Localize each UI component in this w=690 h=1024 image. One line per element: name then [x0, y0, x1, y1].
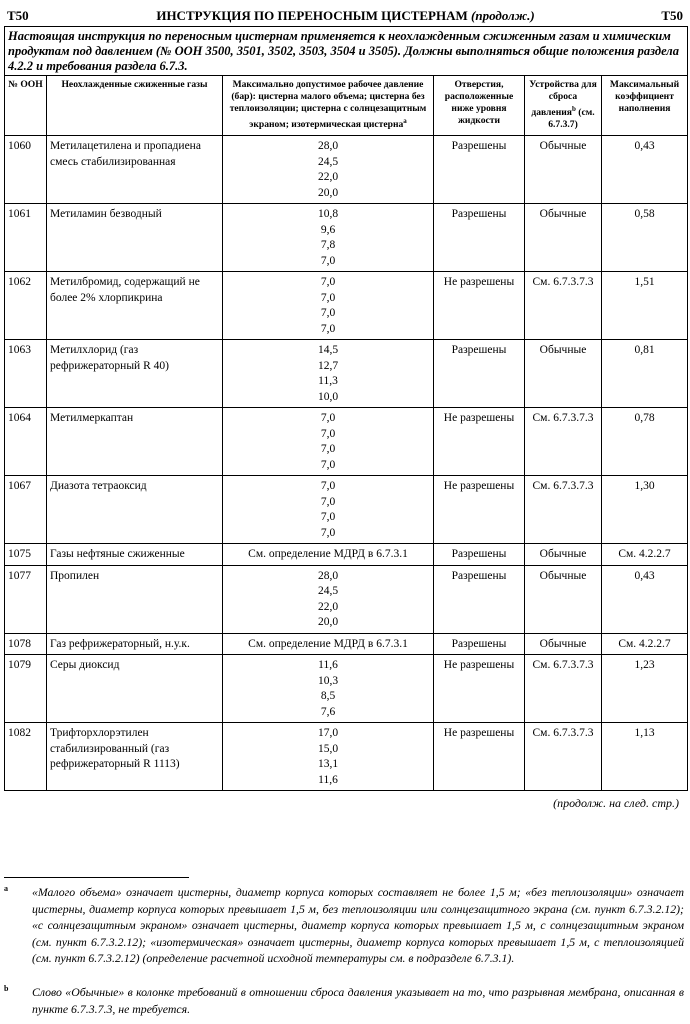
max-pressure-value: 8,5 — [320, 690, 336, 703]
bottom-openings: Разрешены — [434, 340, 525, 408]
bottom-openings: Не разрешены — [434, 272, 525, 340]
footnote-ref-a: a — [403, 117, 407, 125]
table-row — [5, 272, 688, 340]
bottom-openings: Не разрешены — [434, 476, 525, 544]
page — [4, 4, 687, 811]
max-pressure-value: 7,0 — [320, 480, 336, 493]
max-pressure-cell — [223, 272, 434, 340]
instruction-code-left: T50 — [7, 8, 29, 23]
max-pressure-value: 11,6 — [318, 659, 338, 672]
col-header-fill: Максимальный коэффициент наполнения — [602, 76, 688, 136]
max-pressure-value: 11,3 — [318, 375, 338, 388]
filling-ratio: 0,81 — [602, 340, 688, 408]
table-row — [5, 633, 688, 655]
footnote-a — [4, 884, 684, 967]
page-header — [4, 4, 687, 26]
max-pressure-value: См. определение МДРД в 6.7.3.1 — [248, 548, 408, 561]
footnote-ref-b: b — [571, 105, 576, 113]
max-pressure-cell — [223, 723, 434, 791]
col-header-relief-ref: (см. 6.7.3.7) — [548, 107, 595, 131]
un-number: 1082 — [5, 723, 47, 791]
max-pressure-value: 7,0 — [320, 526, 336, 539]
bottom-openings: Разрешены — [434, 544, 525, 566]
bottom-openings: Не разрешены — [434, 408, 525, 476]
max-pressure-value: 7,0 — [320, 276, 336, 289]
max-pressure-cell — [223, 544, 434, 566]
footnote-b-mark: b — [4, 984, 9, 993]
table-row — [5, 723, 688, 791]
col-header-un: № ООН — [5, 76, 47, 136]
max-pressure-value: 10,0 — [317, 390, 339, 403]
max-pressure-cell — [223, 408, 434, 476]
filling-ratio: См. 4.2.2.7 — [602, 544, 688, 566]
gas-name: Метиламин безводный — [47, 204, 223, 272]
col-header-relief — [525, 76, 602, 136]
un-number: 1077 — [5, 565, 47, 633]
col-header-openings: Отверстия, расположенные ниже уровня жидкости — [434, 76, 525, 136]
max-pressure-value: 17,0 — [317, 727, 339, 740]
max-pressure-value: 7,0 — [320, 427, 336, 440]
bottom-openings: Не разрешены — [434, 723, 525, 791]
title-suffix: (продолж.) — [471, 8, 535, 23]
intro-text: Настоящая инструкция по переносным цистернам применяется к неохлажденным сжиженным газам и химическим продуктам под давлением (№ ООН 3500, 3501, 3502, 3503, 3504 и 3505). Должны выполняться общие положения раздела 4.2.2 и требования раздела 6.7.3. — [5, 27, 688, 76]
filling-ratio: 1,51 — [602, 272, 688, 340]
max-pressure-value: 7,0 — [320, 291, 336, 304]
footnote-b — [4, 984, 684, 1017]
gas-name: Метилбромид, содержащий не более 2% хлорпикрина — [47, 272, 223, 340]
pressure-relief: См. 6.7.3.7.3 — [525, 476, 602, 544]
pressure-relief: Обычные — [525, 565, 602, 633]
max-pressure-cell — [223, 340, 434, 408]
pressure-relief: Обычные — [525, 340, 602, 408]
table-row — [5, 544, 688, 566]
max-pressure-value: 7,0 — [320, 322, 336, 335]
max-pressure-value: 28,0 — [317, 140, 339, 153]
bottom-openings: Разрешены — [434, 136, 525, 204]
col-header-relief-text: Устройства для сброса давления — [529, 79, 597, 119]
un-number: 1067 — [5, 476, 47, 544]
table-row — [5, 136, 688, 204]
col-header-gas: Неохлажденные сжиженные газы — [47, 76, 223, 136]
max-pressure-cell — [223, 136, 434, 204]
filling-ratio: 0,78 — [602, 408, 688, 476]
max-pressure-value: 13,1 — [317, 758, 339, 771]
filling-ratio: См. 4.2.2.7 — [602, 633, 688, 655]
max-pressure-value: 24,5 — [317, 585, 339, 598]
max-pressure-value: 7,6 — [320, 705, 336, 718]
max-pressure-cell — [223, 633, 434, 655]
gas-name: Трифторхлорэтилен стабилизированный (газ рефрижераторный R 1113) — [47, 723, 223, 791]
max-pressure-value: 9,6 — [320, 223, 336, 236]
continued-note: (продолж. на след. стр.) — [553, 796, 679, 811]
footnote-b-text: Слово «Обычные» в колонке требований в отношении сброса давления указывает на то, что разрывная мембрана, описанная в пункте 6.7.3.7.3, не требуется. — [32, 985, 684, 1016]
instruction-code-right: T50 — [661, 8, 683, 23]
filling-ratio: 0,43 — [602, 136, 688, 204]
table-row — [5, 204, 688, 272]
gas-name: Пропилен — [47, 565, 223, 633]
column-header-row — [5, 76, 688, 136]
gas-name: Метилхлорид (газ рефрижераторный R 40) — [47, 340, 223, 408]
table-row — [5, 565, 688, 633]
gas-name: Газ рефрижераторный, н.у.к. — [47, 633, 223, 655]
un-number: 1060 — [5, 136, 47, 204]
max-pressure-value: 7,8 — [320, 239, 336, 252]
gas-name: Диазота тетраоксид — [47, 476, 223, 544]
footnote-a-text: «Малого объема» означает цистерны, диаметр корпуса которых составляет не более 1,5 м; «без теплоизоляции» означает цистерны, диаметр корпуса которых превышает 1,5 м, без теплоизоляции или солнцезащитного экрана (см. пункт 6.7.3.2.12); «с солнцезащитным экраном» означает цистерны, диаметр корпуса которых превышает 1,5 м, с солнцезащитным экраном (см. пункт 6.7.3.2.12); «изотермическая» означает цистерны, диаметр корпуса которых превышает 1,5 м, с теплоизоляцией (см. пункт 6.7.3.2.12) (определение расчетной исходной температуры см. в подразделе 6.7.3.1). — [32, 885, 684, 966]
gas-name: Газы нефтяные сжиженные — [47, 544, 223, 566]
bottom-openings: Разрешены — [434, 204, 525, 272]
max-pressure-value: 12,7 — [317, 359, 339, 372]
pressure-relief: Обычные — [525, 633, 602, 655]
max-pressure-value: 7,0 — [320, 458, 336, 471]
table-row — [5, 408, 688, 476]
max-pressure-value: 14,5 — [317, 344, 339, 357]
un-number: 1062 — [5, 272, 47, 340]
table-row — [5, 340, 688, 408]
max-pressure-value: 7,0 — [320, 412, 336, 425]
un-number: 1075 — [5, 544, 47, 566]
un-number: 1079 — [5, 655, 47, 723]
pressure-relief: См. 6.7.3.7.3 — [525, 408, 602, 476]
pressure-relief: Обычные — [525, 204, 602, 272]
max-pressure-value: 7,0 — [320, 443, 336, 456]
un-number: 1063 — [5, 340, 47, 408]
max-pressure-cell — [223, 204, 434, 272]
un-number: 1064 — [5, 408, 47, 476]
max-pressure-value: 7,0 — [320, 495, 336, 508]
bottom-openings: Разрешены — [434, 565, 525, 633]
max-pressure-cell — [223, 565, 434, 633]
max-pressure-value: 15,0 — [317, 742, 339, 755]
filling-ratio: 1,23 — [602, 655, 688, 723]
max-pressure-value: 20,0 — [317, 186, 339, 199]
table-row — [5, 476, 688, 544]
col-header-pressure-text: Максимально допустимое рабочее давление (бар): цистерна малого объема; цистерна без теплоизоляции; цистерна с солнцезащитным экраном; изотермическая цистерна — [229, 79, 427, 131]
max-pressure-cell — [223, 655, 434, 723]
un-number: 1078 — [5, 633, 47, 655]
gas-name: Серы диоксид — [47, 655, 223, 723]
tank-instruction-table — [4, 26, 688, 791]
footnote-rule — [4, 877, 189, 878]
bottom-openings: Не разрешены — [434, 655, 525, 723]
filling-ratio: 0,58 — [602, 204, 688, 272]
gas-name: Метилмеркаптан — [47, 408, 223, 476]
max-pressure-value: См. определение МДРД в 6.7.3.1 — [248, 637, 408, 650]
pressure-relief: См. 6.7.3.7.3 — [525, 723, 602, 791]
pressure-relief: См. 6.7.3.7.3 — [525, 272, 602, 340]
title-text: ИНСТРУКЦИЯ ПО ПЕРЕНОСНЫМ ЦИСТЕРНАМ — [156, 8, 468, 23]
max-pressure-value: 7,0 — [320, 511, 336, 524]
max-pressure-value: 10,3 — [317, 674, 339, 687]
filling-ratio: 1,30 — [602, 476, 688, 544]
bottom-openings: Разрешены — [434, 633, 525, 655]
gas-name: Метилацетилена и пропадиена смесь стабилизированная — [47, 136, 223, 204]
max-pressure-value: 7,0 — [320, 307, 336, 320]
max-pressure-value: 11,6 — [318, 773, 338, 786]
max-pressure-cell — [223, 476, 434, 544]
pressure-relief: Обычные — [525, 136, 602, 204]
max-pressure-value: 7,0 — [320, 254, 336, 267]
max-pressure-value: 10,8 — [317, 208, 339, 221]
max-pressure-value: 22,0 — [317, 171, 339, 184]
max-pressure-value: 28,0 — [317, 569, 339, 582]
max-pressure-value: 22,0 — [317, 600, 339, 613]
pressure-relief: Обычные — [525, 544, 602, 566]
col-header-pressure — [223, 76, 434, 136]
un-number: 1061 — [5, 204, 47, 272]
max-pressure-value: 24,5 — [317, 155, 339, 168]
page-title — [4, 8, 687, 24]
pressure-relief: См. 6.7.3.7.3 — [525, 655, 602, 723]
table-row — [5, 655, 688, 723]
filling-ratio: 1,13 — [602, 723, 688, 791]
filling-ratio: 0,43 — [602, 565, 688, 633]
table-body — [5, 136, 688, 791]
max-pressure-value: 20,0 — [317, 616, 339, 629]
footnote-a-mark: a — [4, 884, 8, 893]
